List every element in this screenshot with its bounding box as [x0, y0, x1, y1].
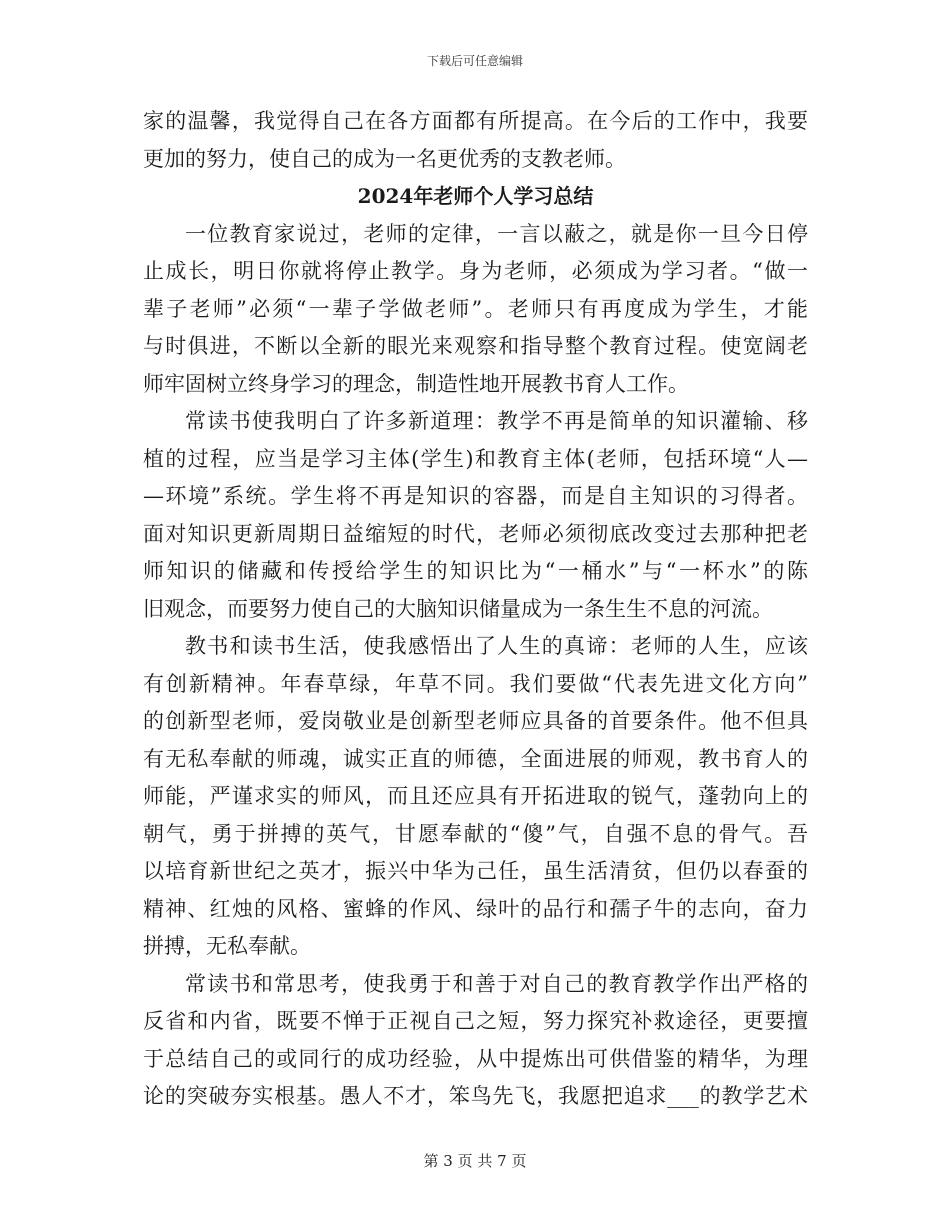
paragraph-line: 论的突破夯实根基。愚人不才，笨鸟先飞，我愿把追求___的教学艺术: [143, 1084, 808, 1108]
paragraph-line: 一位教育家说过，老师的定律，一言以蔽之，就是你一旦今日停: [185, 221, 808, 246]
paragraph-line: 精神、红烛的风格、蜜蜂的作风、绿叶的品行和孺子牛的志向，奋力: [143, 896, 808, 921]
paragraph-line: 反省和内省，既要不惮于正视自己之短，努力探究补救途径，更要擅: [143, 1009, 808, 1033]
paragraph-line: 师能，严谨求实的师风，而且还应具有开拓进取的锐气，蓬勃向上的: [143, 784, 808, 808]
paragraph: [143, 403, 808, 628]
paragraph-line: 辈子老师”必须“一辈子学做老师”。老师只有再度成为学生，才能: [143, 296, 808, 321]
paragraph-line: 以培育新世纪之英才，振兴中华为己任，虽生活清贫，但仍以春蚕的: [143, 859, 808, 883]
paragraph-line: 常读书和常思考，使我勇于和善于对自己的教育教学作出严格的: [185, 971, 808, 996]
paragraph-line: 有无私奉献的师魂，诚实正直的师德，全面进展的师观，教书育人的: [143, 746, 808, 771]
paragraph-line: 有创新精神。年春草绿，年草不同。我们要做“代表先进文化方向”: [143, 671, 808, 696]
paragraph-line: 常读书使我明白了许多新道理：教学不再是简单的知识灌输、移: [185, 409, 808, 433]
paragraph: [143, 216, 808, 404]
paragraph-line: 植的过程，应当是学习主体(学生)和教育主体(老师，包括环境“人—: [143, 446, 808, 471]
paragraph-line: 师牢固树立终身学习的理念，制造性地开展教书育人工作。: [143, 371, 689, 396]
paragraph-line: 面对知识更新周期日益缩短的时代，老师必须彻底改变过去那种把老: [143, 521, 808, 546]
intro-line: 家的温馨，我觉得自己在各方面都有所提高。在今后的工作中，我要: [143, 109, 808, 133]
page-header: 下载后可任意编辑: [426, 54, 523, 68]
paragraph-line: 拼搏，无私奉献。: [143, 934, 311, 958]
paragraph-line: 的创新型老师，爱岗敬业是创新型老师应具备的首要条件。他不但具: [143, 709, 808, 733]
paragraph-line: 止成长，明日你就将停止教学。身为老师，必须成为学习者。“做一: [143, 259, 808, 283]
document-body: [143, 103, 808, 1116]
paragraph: [143, 966, 808, 1116]
paragraph-line: 朝气，勇于拼搏的英气，甘愿奉献的“傻”气，自强不息的骨气。吾: [143, 821, 808, 846]
paragraph-line: 师知识的储藏和传授给学生的知识比为“一桶水”与“一杯水”的陈: [143, 559, 808, 583]
paragraph-line: 与时俱进，不断以全新的眼光来观察和指导整个教育过程。使宽阔老: [143, 334, 808, 358]
document-title: 2024年老师个人学习总结: [357, 184, 594, 208]
paragraph-line: 旧观念，而要努力使自己的大脑知识储量成为一条生生不息的河流。: [143, 596, 773, 621]
paragraph-line: —环境”系统。学生将不再是知识的容器，而是自主知识的习得者。: [143, 484, 808, 508]
paragraph: [143, 628, 808, 966]
paragraph-line: 于总结自己的或同行的成功经验，从中提炼出可供借鉴的精华，为理: [143, 1046, 808, 1071]
intro-line: 更加的努力，使自己的成为一名更优秀的支教老师。: [143, 146, 626, 171]
paragraph-line: 教书和读书生活，使我感悟出了人生的真谛：老师的人生，应该: [185, 634, 808, 658]
page-footer: 第 3 页 共 7 页: [423, 1152, 527, 1170]
